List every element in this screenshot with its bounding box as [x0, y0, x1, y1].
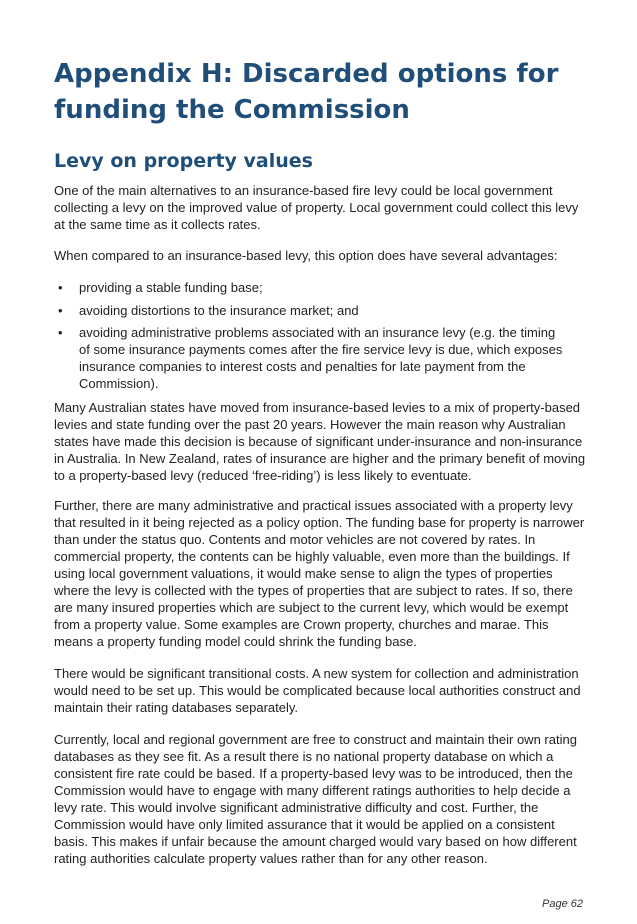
- paragraph-5: There would be significant transitional costs. A new system for collection and administration would need to be set up. This would be complicated because local authorities construct and maintain their rating databases separately.: [54, 666, 581, 715]
- bullet-item: [54, 324, 586, 392]
- bullet-marker: •: [58, 280, 63, 295]
- bullet-item: [54, 302, 586, 319]
- bullet-text: providing a stable funding base;: [79, 280, 263, 295]
- bullet-marker: •: [58, 303, 63, 318]
- section-heading: Levy on property values: [54, 150, 313, 172]
- bullet-marker: •: [58, 325, 63, 340]
- bullet-text: avoiding distortions to the insurance market; and: [79, 303, 359, 318]
- paragraph-3: Many Australian states have moved from insurance-based levies to a mix of property-based levies and state funding over the past 20 years. However the main reason why Australian states have made this decision is because of significant under-insurance and non-insurance in Australia. In New Zealand, rates of insurance are higher and the primary benefit of moving to a property-based levy (reduced ‘free-riding’) is less likely to eventuate.: [54, 400, 586, 483]
- paragraph-6: Currently, local and regional government are free to construct and maintain their own rating databases as they see fit. As a result there is no national property database on which a consistent fire rate could be based. If a property-based levy was to be introduced, then the Commission would have to engage with many different ratings authorities to help decide a levy rate. This would involve significant administrative difficulty and cost. Further, the Commission would have only limited assurance that it would be applied on a consistent basis. This makes if unfair because the amount charged would vary based on how different rating authorities calculate property values rather than for any other reason.: [54, 732, 577, 866]
- page-title: Appendix H: Discarded options for funding the Commission: [54, 59, 559, 125]
- bullet-text: avoiding administrative problems associated with an insurance levy (e.g. the timing of some insurance payments comes after the fire service levy is due, which exposes insurance companies to interest costs and penalties for late payment from the Commission).: [79, 325, 563, 391]
- page-number: Page 62: [542, 898, 583, 910]
- paragraph-4: Further, there are many administrative and practical issues associated with a property levy that resulted in it being rejected as a policy option. The funding base for property is narrower than under the status quo. Contents and motor vehicles are not covered by rates. In commercial property, the contents can be highly valuable, even more than the buildings. If using local government valuations, it would make sense to align the types of properties where the levy is collected with the types of properties that are subject to rates. If so, there are many insured properties which are subject to the current levy, which would be exempt from a property value. Some examples are Crown property, churches and marae. This means a property funding model could shrink the funding base.: [54, 498, 585, 649]
- paragraph-2: When compared to an insurance-based levy, this option does have several advantages:: [54, 248, 558, 263]
- bullet-item: [54, 279, 586, 296]
- paragraph-1: One of the main alternatives to an insurance-based fire levy could be local government collecting a levy on the improved value of property. Local government could collect this levy at the same time as it collects rates.: [54, 183, 579, 232]
